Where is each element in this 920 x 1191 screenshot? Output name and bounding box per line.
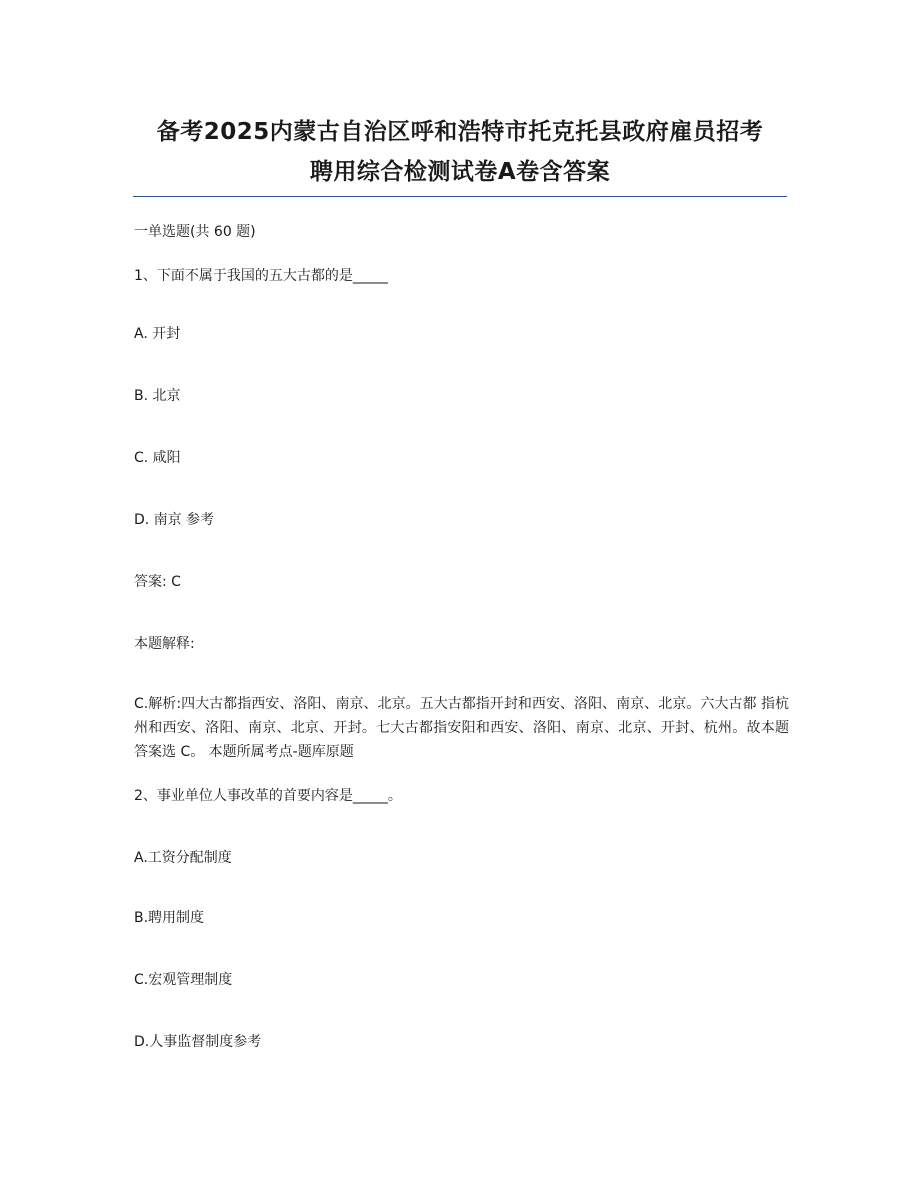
question-1-explanation-heading: 本题解释:	[134, 636, 195, 652]
question-2-stem: 2、事业单位人事改革的首要内容是_____。	[134, 788, 402, 804]
document-title	[120, 112, 800, 192]
section-heading: 一单选题(共 60 题)	[134, 224, 256, 240]
question-2-option-b: B.聘用制度	[134, 910, 205, 926]
question-1-answer: 答案: C	[134, 574, 181, 590]
question-1-stem: 1、下面不属于我国的五大古都的是_____	[134, 268, 388, 284]
question-2-option-c: C.宏观管理制度	[134, 972, 233, 988]
question-2-option-d: D.人事监督制度参考	[134, 1034, 262, 1050]
question-1-explanation: C.解析:四大古都指西安、洛阳、南京、北京。五大古都指开封和西安、洛阳、南京、北京。六大古都 指杭州和西安、洛阳、南京、北京、开封。七大古都指安阳和西安、洛阳、南京、北京、开封、杭州。故本题答案选 C。 本题所属考点-题库原题	[134, 696, 789, 760]
question-1-option-b: B. 北京	[134, 388, 181, 404]
title-line-2: 聘用综合检测试卷A卷含答案	[309, 159, 611, 185]
question-1-option-d: D. 南京 参考	[134, 512, 215, 528]
question-2-option-a: A.工资分配制度	[134, 850, 232, 866]
title-line-1: 备考2025内蒙古自治区呼和浩特市托克托县政府雇员招考	[156, 119, 764, 145]
question-1-option-c: C. 咸阳	[134, 450, 181, 466]
question-1-option-a: A. 开封	[134, 326, 181, 342]
title-divider	[133, 196, 787, 197]
